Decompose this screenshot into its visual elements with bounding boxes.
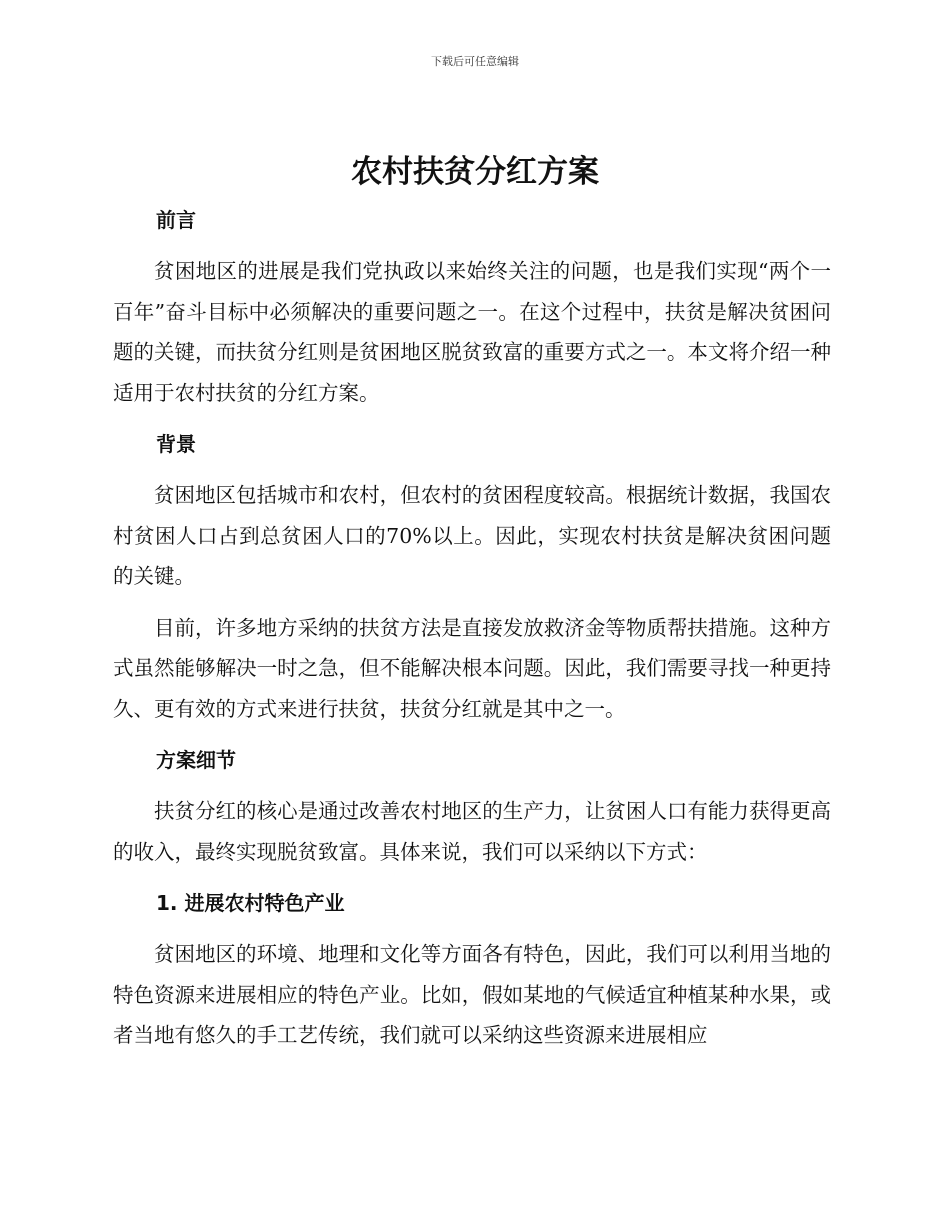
paragraph: 贫困地区包括城市和农村，但农村的贫困程度较高。根据统计数据，我国农村贫困人口占到总贫困人口的70%以上。因此，实现农村扶贫是解决贫困问题的关键。 <box>113 483 831 588</box>
page-header-note: 下载后可任意编辑 <box>431 55 519 68</box>
document-title: 农村扶贫分红方案 <box>351 154 599 190</box>
document-body <box>113 200 831 1067</box>
section-heading: 方案细节 <box>156 748 236 772</box>
section-heading: 背景 <box>156 432 196 456</box>
paragraph: 目前，许多地方采纳的扶贫方法是直接发放救济金等物质帮扶措施。这种方式虽然能够解决一时之急，但不能解决根本问题。因此，我们需要寻找一种更持久、更有效的方式来进行扶贫，扶贫分红就是其中之一。 <box>113 615 831 721</box>
paragraph: 扶贫分红的核心是通过改善农村地区的生产力，让贫困人口有能力获得更高的收入，最终实现脱贫致富。具体来说，我们可以采纳以下方式： <box>113 799 831 864</box>
section-heading: 前言 <box>156 208 196 232</box>
section-preface <box>113 200 831 413</box>
paragraph: 贫困地区的进展是我们党执政以来始终关注的问题，也是我们实现“两个一百年”奋斗目标中必须解决的重要问题之一。在这个过程中，扶贫是解决贫困问题的关键，而扶贫分红则是贫困地区脱贫致富的重要方式之一。本文将介绍一种适用于农村扶贫的分红方案。 <box>113 259 831 405</box>
section-plan-details <box>113 740 831 872</box>
section-heading: 1. 进展农村特色产业 <box>156 891 345 915</box>
section-specialty-industry <box>113 883 831 1056</box>
section-background <box>113 424 831 729</box>
paragraph: 贫困地区的环境、地理和文化等方面各有特色，因此，我们可以利用当地的特色资源来进展相应的特色产业。比如，假如某地的气候适宜种植某种水果，或者当地有悠久的手工艺传统，我们就可以采纳这些资源来进展相应 <box>113 942 831 1047</box>
